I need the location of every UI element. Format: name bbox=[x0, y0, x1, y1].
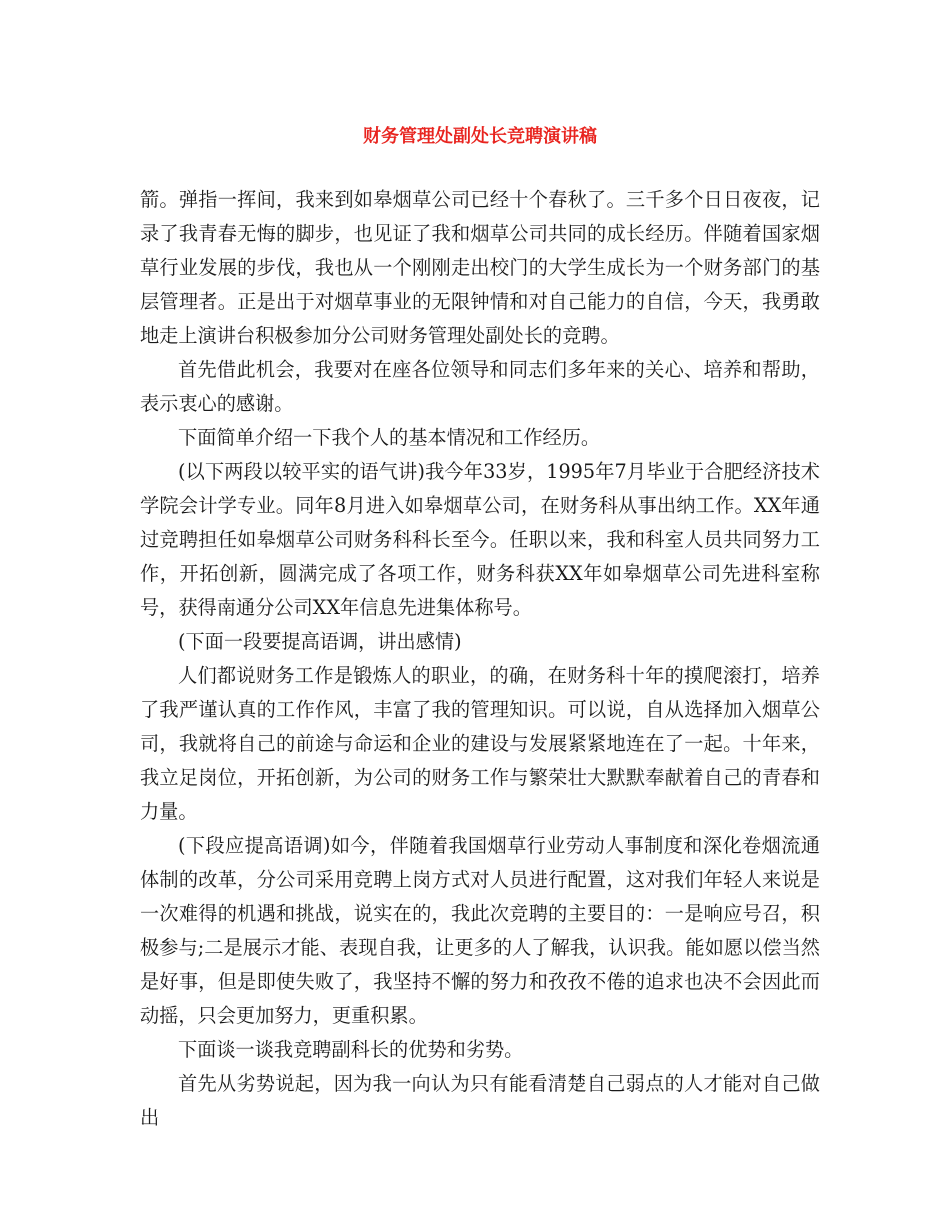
paragraph-1: 箭。弹指一挥间，我来到如皋烟草公司已经十个春秋了。三千多个日日夜夜，记录了我青春无悔的脚步，也见证了我和烟草公司共同的成长经历。伴随着国家烟草行业发展的步伐，我也从一个刚刚走出校门的大学生成长为一个财务部门的基层管理者。正是出于对烟草事业的无限钟情和对自己能力的自信，今天，我勇敢地走上演讲台积极参加分公司财务管理处副处长的竞聘。 bbox=[140, 188, 820, 347]
paragraph-8: 下面谈一谈我竞聘副科长的优势和劣势。 bbox=[178, 1038, 524, 1061]
paragraph-7: (下段应提高语调)如今，伴随着我国烟草行业劳动人事制度和深化卷烟流通体制的改革，分公司采用竞聘上岗方式对人员进行配置，这对我们年轻人来说是一次难得的机遇和挑战，说实在的，我此次竞聘的主要目的：一是响应号召，积极参与;二是展示才能、表现自我，让更多的人了解我，认识我。能如愿以偿当然是好事，但是即使失败了，我坚持不懈的努力和孜孜不倦的追求也决不会因此而动摇，只会更加努力，更重积累。 bbox=[140, 834, 820, 1027]
paragraph-6: 人们都说财务工作是锻炼人的职业，的确，在财务科十年的摸爬滚打，培养了我严谨认真的工作作风，丰富了我的管理知识。可以说，自从选择加入烟草公司，我就将自己的前途与命运和企业的建设与发展紧紧地连在了一起。十年来，我立足岗位，开拓创新，为公司的财务工作与繁荣壮大默默奉献着自己的青春和力量。 bbox=[140, 664, 820, 823]
document-title: 财务管理处副处长竞聘演讲稿 bbox=[363, 126, 597, 147]
paragraph-9: 首先从劣势说起，因为我一向认为只有能看清楚自己弱点的人才能对自己做出 bbox=[140, 1072, 820, 1129]
paragraph-5: (下面一段要提高语调，讲出感情) bbox=[178, 630, 462, 653]
paragraph-3: 下面简单介绍一下我个人的基本情况和工作经历。 bbox=[178, 426, 601, 449]
paragraph-2: 首先借此机会，我要对在座各位领导和同志们多年来的关心、培养和帮助，表示衷心的感谢。 bbox=[140, 358, 820, 415]
document-body bbox=[140, 183, 820, 1135]
paragraph-4: (以下两段以较平实的语气讲)我今年33岁，1995年7月毕业于合肥经济技术学院会计学专业。同年8月进入如皋烟草公司，在财务科从事出纳工作。XX年通过竞聘担任如皋烟草公司财务科科长至今。任职以来，我和科室人员共同努力工作，开拓创新，圆满完成了各项工作，财务科获XX年如皋烟草公司先进科室称号，获得南通分公司XX年信息先进集体称号。 bbox=[140, 460, 820, 619]
